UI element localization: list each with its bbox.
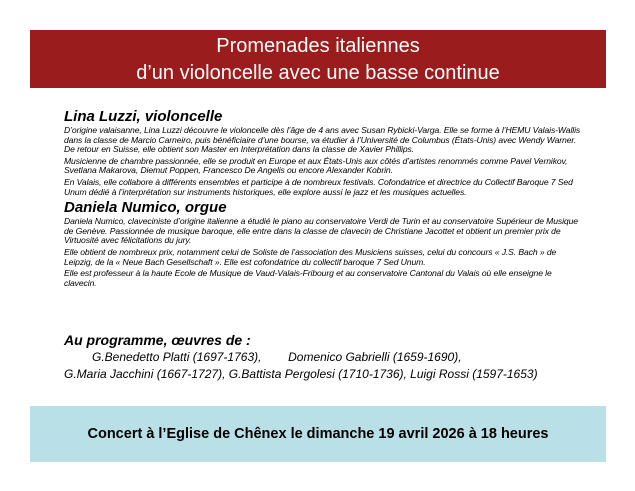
bio-paragraph: Daniela Numico, claveciniste d’origine italienne a étudié le piano au conservatoire Verdi de Turin et au conservatoire Supérieur de Musique de Genève. Passionnée de musique baroque, elle entre dans la classe de clavecin de Christiane Jacottet et obtient un premier prix de Virtuosité avec félicitations du jury. [64,216,578,246]
performer-name: Daniela Numico, orgue [64,199,227,217]
title-banner [30,30,606,88]
bio-paragraph: En Valais, elle collabore à différents ensembles et participe à de nombreux festivals. Cofondatrice et directrice du Collectif Baroque 7 Sed Unum dédié à l’interprétation sur instruments historiques, elle explore aussi le jazz et les musiques actuelles. [64,176,573,197]
program-composers-line-1: G.Benedetto Platti (1697-1763), Domenico Gabrielli (1659-1690), [92,350,462,364]
performer-section [64,199,584,288]
bio-paragraph: Elle obtient de nombreux prix, notamment celui de Soliste de l’association des Musiciens suisses, celui du concours « J.S. Bach » de Leipzig, de la « Neue Bach Gesellschaft ». Elle est cofondatrice du collectif baroque 7 Sed Unum. [64,246,557,267]
program-heading: Au programme, œuvres de : [64,332,251,348]
bio-paragraph: Elle est professeur à la haute Ecole de Musique de Vaud-Valais-Fribourg et au conservatoire Cantonal du Valais où elle enseigne le clavecin. [64,268,552,288]
performer-section [64,108,584,197]
biographies [64,108,584,290]
bio-paragraph: Musicienne de chambre passionnée, elle se produit en Europe et aux États-Unis aux côtés d’artistes renommés comme Pavel Vernikov, Svetlana Makarova, Diemut Poppen, Francesco De Angelis ou encore Alexander Kobrin. [64,155,568,176]
title-line-2: d’un violoncelle avec une basse continue [136,62,500,84]
bio-paragraph: D’origine valaisanne, Lina Luzzi découvre le violoncelle dès l’âge de 4 ans avec Susan Rybicki-Varga. Elle se forme à l’HEMU Valais-Wallis dans la classe de Marcio Carneiro, puis bénéficiaire d’une bourse, va étudier à l’Université de Columbus (États-Unis) avec Wendy Warner. De retour en Suisse, elle obtient son Master en Interprétation dans la classe de Xavier Phillips. [64,125,581,155]
program-composers-line-2: G.Maria Jacchini (1667-1727), G.Battista Pergolesi (1710-1736), Luigi Rossi (1597-1653) [64,367,538,381]
concert-info: Concert à l’Eglise de Chênex le dimanche 19 avril 2026 à 18 heures [87,426,549,442]
concert-banner [30,406,606,462]
performer-name: Lina Luzzi, violoncelle [64,108,223,125]
title-line-1: Promenades italiennes [216,35,420,57]
